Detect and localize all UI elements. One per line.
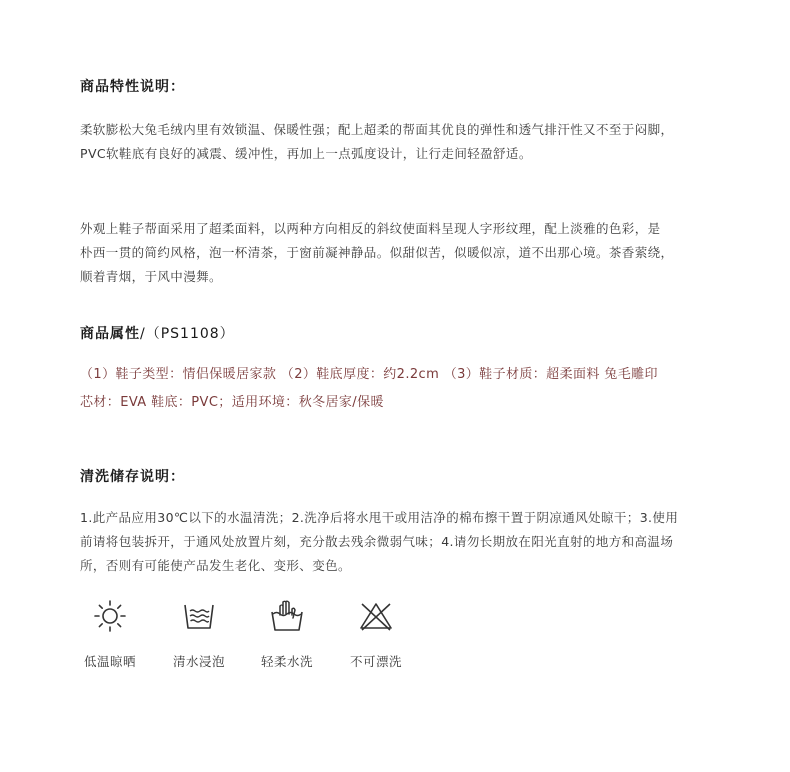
text-line: 所，否则有可能使产品发生老化、变形、变色。 bbox=[80, 558, 351, 573]
text-line: 顺着青烟，于风中漫舞。 bbox=[80, 269, 222, 284]
attribute-line: （1）鞋子类型：情侣保暖居家款 （2）鞋底厚度：约2.2cm （3）鞋子材质：超柔面料 兔毛雕印 bbox=[80, 367, 658, 382]
product-code: /（PS1108） bbox=[140, 326, 235, 342]
text-line: PVC软鞋底有良好的减震、缓冲性，再加上一点弧度设计，让行走间轻盈舒适。 bbox=[80, 146, 532, 161]
attributes-list bbox=[80, 361, 740, 417]
attributes-heading bbox=[80, 323, 235, 343]
features-paragraph-1 bbox=[80, 118, 720, 166]
care-label: 清水浸泡 bbox=[172, 654, 225, 669]
care-heading: 清洗储存说明： bbox=[80, 469, 185, 485]
attributes-title: 商品属性 bbox=[80, 326, 140, 342]
care-item-sun bbox=[75, 598, 145, 670]
care-item-hand-wash bbox=[252, 598, 322, 670]
features-paragraph-2 bbox=[80, 217, 720, 289]
attribute-line: 芯材：EVA 鞋底：PVC；适用环境：秋冬居家/保暖 bbox=[80, 395, 384, 410]
care-label: 低温晾晒 bbox=[83, 654, 136, 669]
care-label: 不可漂洗 bbox=[349, 654, 402, 669]
care-instructions bbox=[80, 506, 720, 578]
sun-icon bbox=[92, 598, 128, 634]
features-heading: 商品特性说明： bbox=[80, 79, 185, 95]
text-line: 朴西一贯的简约风格，泡一杯清茶，于窗前凝神静品。似甜似苦，似暖似凉，道不出那心境。茶香萦绕， bbox=[80, 245, 674, 260]
hand-wash-icon bbox=[269, 598, 305, 634]
water-tub-icon bbox=[181, 598, 217, 634]
care-item-no-bleach bbox=[341, 598, 411, 670]
text-line: 柔软膨松大兔毛绒内里有效锁温、保暖性强；配上超柔的帮面其优良的弹性和透气排汗性又不至于闷脚， bbox=[80, 122, 674, 137]
text-line: 外观上鞋子帮面采用了超柔面料，以两种方向相反的斜纹使面料呈现人字形纹理，配上淡雅的色彩，是 bbox=[80, 221, 661, 236]
care-label: 轻柔水洗 bbox=[260, 654, 313, 669]
no-bleach-icon bbox=[358, 598, 394, 634]
care-item-soak bbox=[164, 598, 234, 670]
text-line: 1.此产品应用30℃以下的水温清洗；2.洗净后将水甩干或用洁净的棉布擦干置于阴凉通风处晾干；3.使用 bbox=[80, 510, 679, 525]
text-line: 前请将包装拆开，于通风处放置片刻，充分散去残余微弱气味；4.请勿长期放在阳光直射的地方和高温场 bbox=[80, 534, 674, 549]
